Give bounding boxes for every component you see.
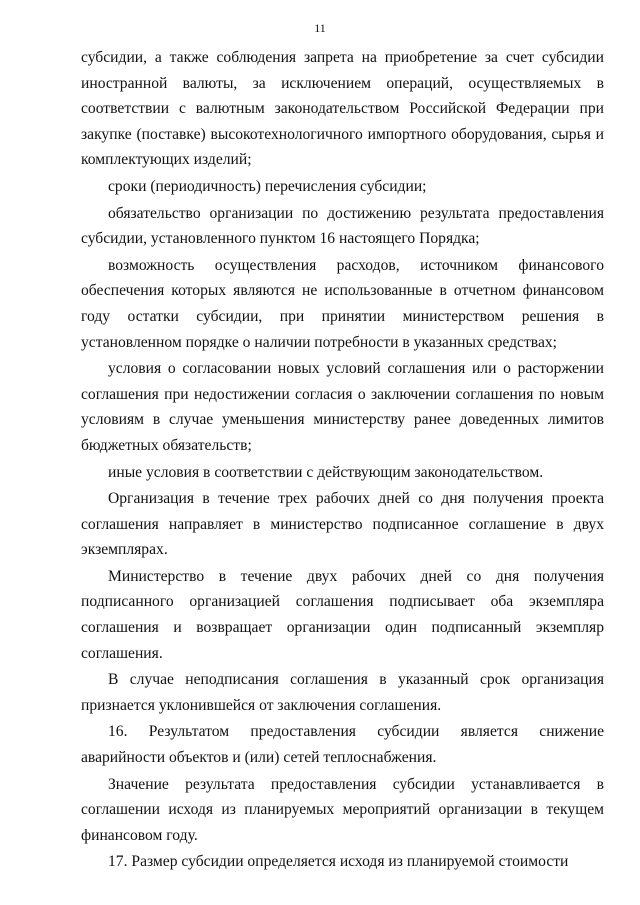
paragraph-new-conditions: условия о согласовании новых условий соглашения или о расторжении соглашения при недостижении согласия о заключении соглашения по новым условиям в случае уменьшения министерству ранее доведенных лимитов бюджетных обязательств; (81, 360, 604, 454)
paragraph-organization-signs: Организация в течение трех рабочих дней со дня получения проекта соглашения направляет в министерство подписанное соглашение в двух экземплярах. (81, 490, 604, 559)
paragraph-section-17: 17. Размер субсидии определяется исходя из планируемой стоимости (108, 853, 569, 871)
paragraph-result-value: Значение результата предоставления субсидии устанавливается в соглашении исходя из планируемых мероприятий организации в текущем финансовом году. (81, 775, 604, 844)
document-body (81, 45, 604, 875)
paragraph-ministry-signs: Министерство в течение двух рабочих дней со дня получения подписанного организацией соглашения подписывает оба экземпляра соглашения и возвращает организации один подписанный экземпляр соглашения. (81, 567, 604, 662)
paragraph-non-signing: В случае неподписания соглашения в указанный срок организация признается уклонившейся от заключения соглашения. (81, 671, 604, 714)
paragraph-subsidy-currency-ban: субсидии, а также соблюдения запрета на приобретение за счет субсидии иностранной валюты, за исключением операций, осуществляемых в соответствии с валютным законодательством Российской Федерации при закупке (поставке) высокотехнологичного импортного оборудования, сырья и комплектующих изделий; (81, 49, 604, 169)
page-number: 11 (314, 21, 326, 35)
paragraph-section-16: 16. Результатом предоставления субсидии является снижение аварийности объектов и (или) сетей теплоснабжения. (81, 723, 604, 767)
paragraph-unused-balance: возможность осуществления расходов, источником финансового обеспечения которых являются не использованные в отчетном финансовом году остатки субсидии, при принятии министерством решения в установленном порядке о наличии потребности в указанных средствах; (81, 256, 604, 351)
paragraph-other-conditions: иные условия в соответствии с действующим законодательством. (108, 463, 544, 481)
paragraph-transfer-schedule: сроки (периодичность) перечисления субсидии; (108, 177, 427, 195)
paragraph-result-obligation: обязательство организации по достижению результата предоставления субсидии, установленного пунктом 16 настоящего Порядка; (81, 204, 604, 248)
